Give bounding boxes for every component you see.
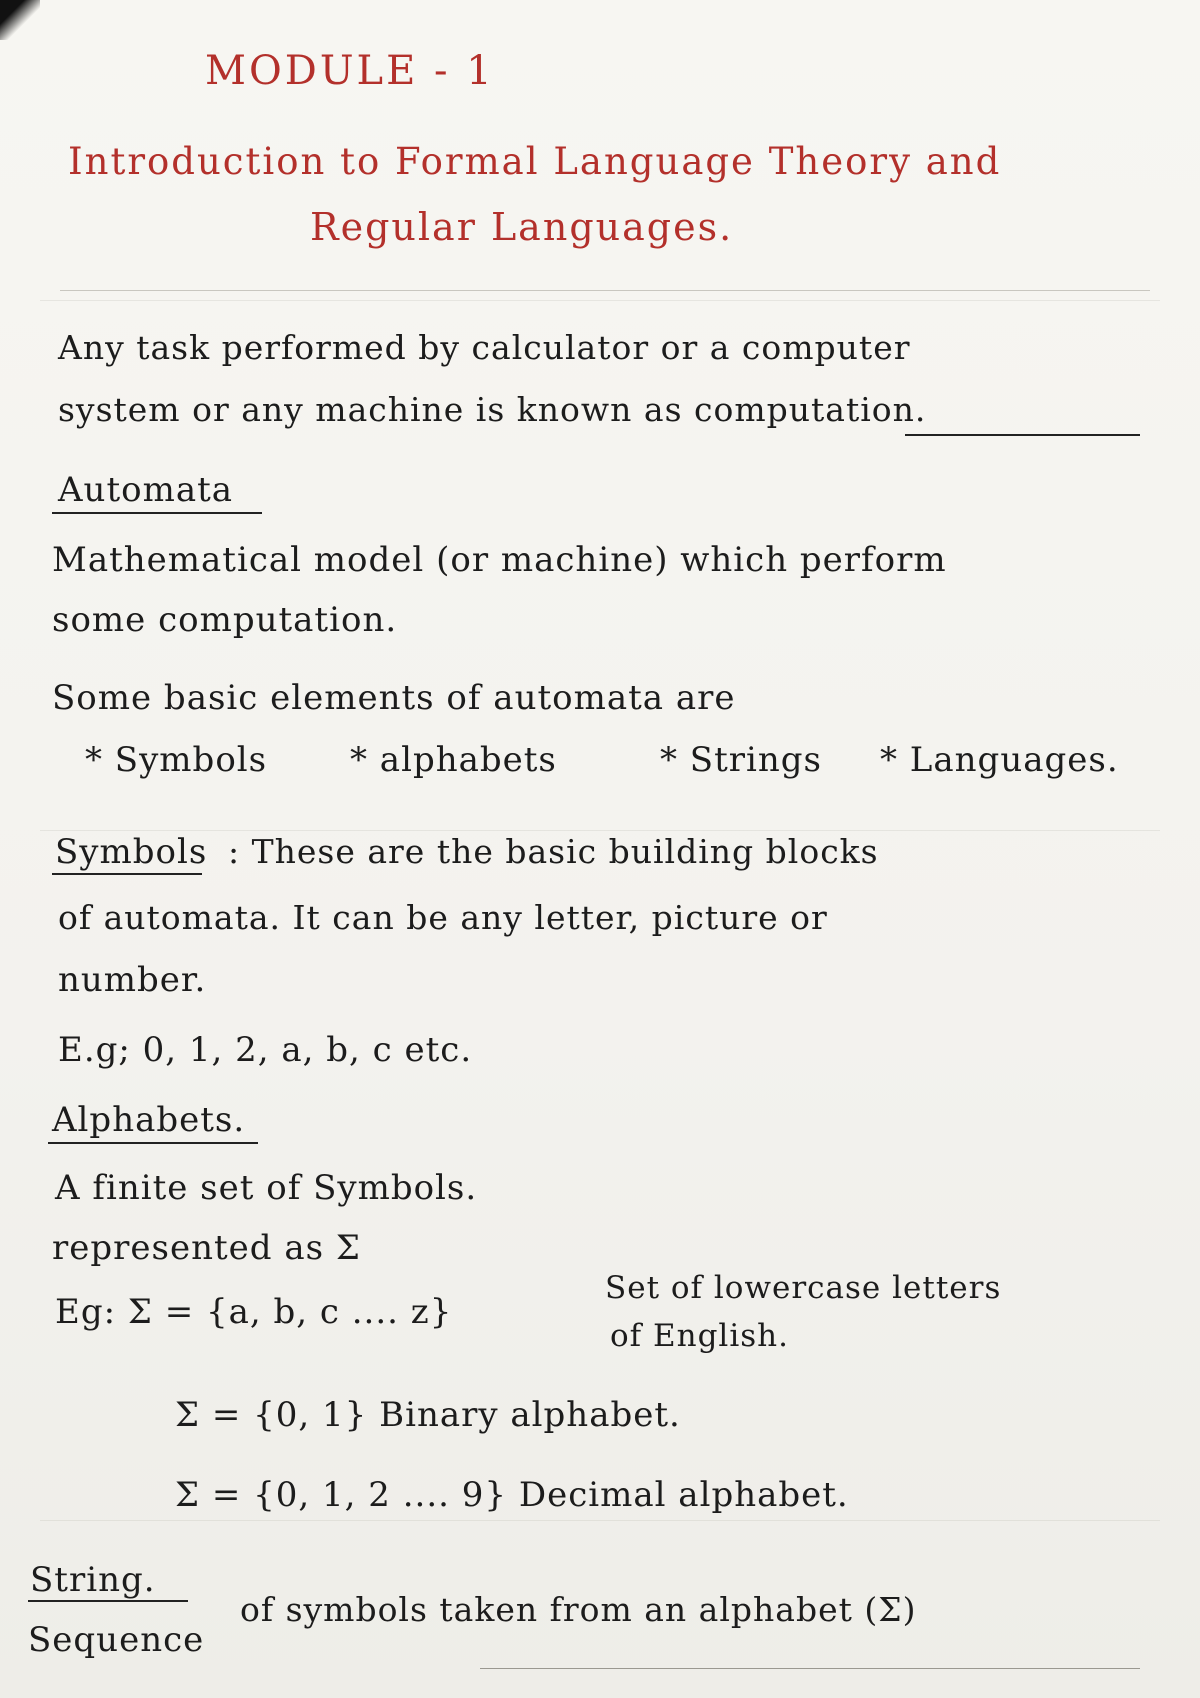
alphabet-example1-note-line1: Set of lowercase letters (605, 1270, 1002, 1306)
string-underline (28, 1600, 188, 1602)
alphabets-heading: Alphabets. (52, 1100, 246, 1140)
element-alphabets: * alphabets (350, 740, 557, 780)
computation-term: computation. (694, 390, 927, 429)
alphabet-example2: Σ = {0, 1} Binary alphabet. (175, 1395, 681, 1435)
alphabets-underline (48, 1142, 258, 1144)
ruled-line (40, 300, 1160, 301)
string-def-part1: Sequence (28, 1620, 205, 1660)
string-def-part2: of symbols taken from an alphabet (Σ) (240, 1590, 917, 1629)
element-strings: * Strings (660, 740, 822, 780)
header-divider (60, 290, 1150, 291)
element-symbols: * Symbols (85, 740, 268, 780)
symbols-underline (52, 873, 202, 875)
computation-line1: Any task performed by calculator or a computer (58, 328, 911, 367)
symbols-def-line2: of automata. It can be any letter, picture or (58, 898, 828, 937)
alphabet-example3: Σ = {0, 1, 2 .... 9} Decimal alphabet. (175, 1475, 849, 1515)
page-title-line2: Regular Languages. (310, 205, 734, 249)
alphabets-def-line1: A finite set of Symbols. (55, 1168, 478, 1208)
symbols-def-line1: : These are the basic building blocks (228, 832, 879, 871)
automata-elements-intro: Some basic elements of automata are (52, 678, 736, 718)
computation-line2-text: system or any machine is known as (58, 390, 694, 429)
computation-underline (905, 434, 1140, 436)
computation-line2 (58, 390, 926, 429)
element-languages: * Languages. (880, 740, 1119, 780)
automata-heading: Automata (58, 470, 234, 510)
symbols-def-line3: number. (58, 960, 207, 1000)
alphabet-example1-note-line2: of English. (610, 1318, 789, 1354)
page-corner-shadow (0, 0, 40, 40)
automata-def-line1: Mathematical model (or machine) which perform (52, 540, 947, 580)
string-heading: String. (30, 1560, 156, 1600)
ruled-line (40, 1520, 1160, 1521)
automata-def-line2: some computation. (52, 600, 398, 640)
page-title-line1: Introduction to Formal Language Theory and (68, 140, 1002, 183)
bottom-rule (480, 1668, 1140, 1669)
automata-underline (52, 512, 262, 514)
symbols-heading: Symbols (55, 832, 208, 872)
alphabets-def-line2: represented as Σ (52, 1228, 361, 1268)
symbols-example: E.g; 0, 1, 2, a, b, c etc. (58, 1030, 473, 1070)
module-heading: MODULE - 1 (205, 48, 495, 94)
alphabet-example1: Eg: Σ = {a, b, c .... z} (55, 1292, 453, 1332)
ruled-line (40, 830, 1160, 831)
